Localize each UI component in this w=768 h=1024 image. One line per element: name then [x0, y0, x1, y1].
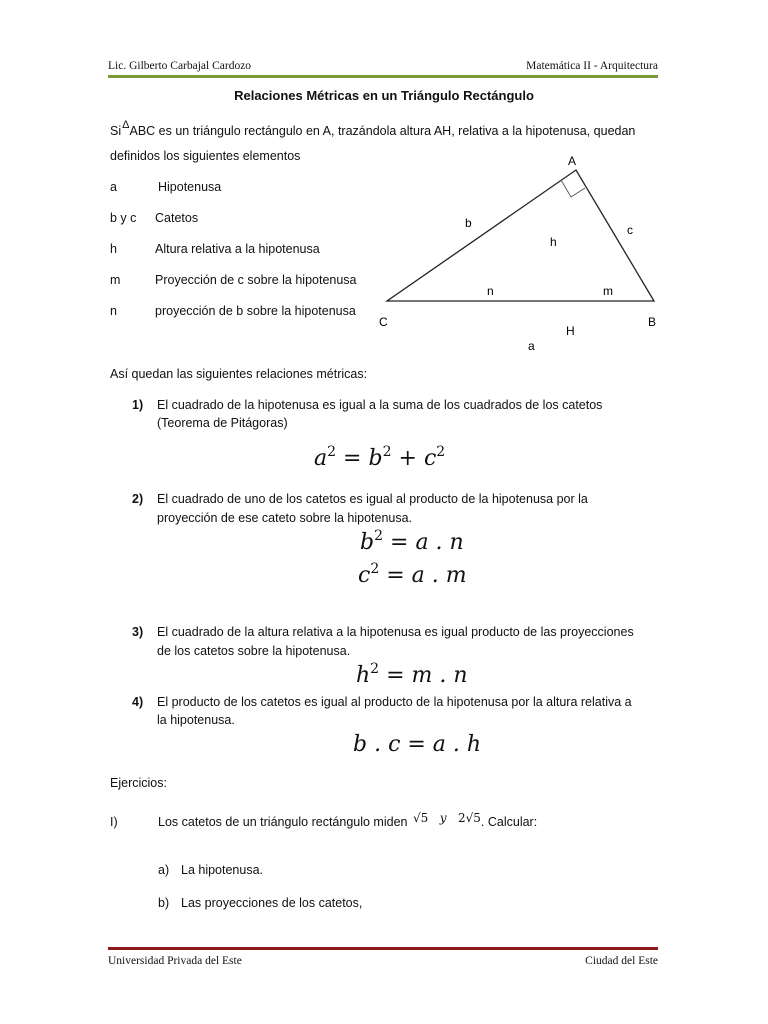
exercise-statement: Los catetos de un triángulo rectángulo miden	[158, 815, 408, 829]
label-side-c: c	[627, 223, 633, 237]
relation-text: proyección de ese cateto sobre la hipotenusa.	[157, 511, 413, 525]
relation-text: la hipotenusa.	[157, 713, 235, 727]
formula-producto: b . c = a . h	[353, 732, 482, 757]
exercise-text	[158, 811, 538, 829]
label-height-h: h	[550, 235, 557, 249]
exercise-item-label: a)	[158, 863, 170, 877]
label-side-a: a	[528, 339, 535, 353]
formula-exp: 2	[382, 444, 392, 460]
formula-op: =	[343, 446, 362, 471]
formula-rhs: = a . m	[386, 563, 467, 588]
formula-exp: 2	[327, 444, 337, 460]
root-five: √5	[412, 811, 429, 825]
element-sym: m	[110, 273, 121, 287]
exercise-item-text: Las proyecciones de los catetos,	[181, 896, 363, 910]
right-angle-mark	[561, 180, 585, 197]
element-sym: a	[110, 180, 117, 194]
relation-text: El producto de los catetos es igual al producto de la hipotenusa por la altura relativa a	[157, 695, 632, 709]
intro-line-1	[110, 119, 636, 138]
formula-exp: 2	[370, 661, 380, 677]
element-desc: proyección de b sobre la hipotenusa	[155, 304, 356, 318]
element-sym: h	[110, 242, 117, 256]
relation-text: El cuadrado de la altura relativa a la hipotenusa es igual producto de las proyecciones	[157, 625, 634, 639]
exercise-item-label: b)	[158, 896, 170, 910]
label-vertex-a: A	[568, 154, 577, 168]
delta-symbol: Δ	[122, 119, 130, 131]
triangle-diagram	[370, 150, 670, 360]
element-desc: Hipotenusa	[158, 180, 222, 194]
label-vertex-c: C	[379, 315, 388, 329]
relation-number: 2)	[132, 492, 144, 506]
formula-op: +	[398, 446, 417, 471]
formula-var: b	[368, 446, 383, 471]
formula-var: a	[314, 446, 328, 471]
intro-line-1-rest: ABC es un triángulo rectángulo en A, trazándola altura AH, relativa a la hipotenusa, quedan	[129, 124, 636, 138]
formula-exp: 2	[436, 444, 446, 460]
element-desc: Altura relativa a la hipotenusa	[155, 242, 320, 256]
intro-si: Si	[110, 124, 122, 138]
formula-rhs: = m . n	[386, 663, 468, 688]
element-sym: n	[110, 304, 117, 318]
element-desc: Catetos	[155, 211, 199, 225]
formula-rhs: = a . n	[390, 530, 464, 555]
relations-intro: Así quedan las siguientes relaciones métricas:	[110, 367, 368, 381]
footer-right: Ciudad del Este	[585, 955, 658, 967]
element-sym: b y c	[110, 211, 137, 225]
element-desc: Proyección de c sobre la hipotenusa	[155, 273, 357, 287]
relation-text: El cuadrado de la hipotenusa es igual a la suma de los cuadrados de los catetos	[157, 398, 603, 412]
label-segment-n: n	[487, 284, 494, 298]
label-point-h: H	[566, 324, 575, 338]
exercises-title: Ejercicios:	[110, 776, 167, 790]
triangle-shape	[387, 170, 654, 301]
header-rule	[108, 75, 658, 78]
relation-text: (Teorema de Pitágoras)	[157, 416, 288, 430]
exercise-number: I)	[110, 815, 118, 829]
exercise-calcular: . Calcular:	[480, 815, 538, 829]
relation-text: El cuadrado de uno de los catetos es igual al producto de la hipotenusa por la	[157, 492, 588, 506]
relation-number: 1)	[132, 398, 144, 412]
label-segment-m: m	[603, 284, 613, 298]
relation-number: 4)	[132, 695, 144, 709]
formula-var: c	[423, 446, 437, 471]
and-word: y	[439, 811, 447, 825]
page-title: Relaciones Métricas en un Triángulo Rectángulo	[234, 88, 534, 103]
two-root-five: 2√5	[458, 811, 481, 825]
label-vertex-b: B	[648, 315, 657, 329]
formula-cateto-b	[360, 530, 464, 555]
relation-text: de los catetos sobre la hipotenusa.	[157, 644, 351, 658]
formula-exp: 2	[370, 561, 380, 577]
formula-pythagoras	[314, 446, 445, 471]
formula-var: h	[356, 663, 371, 688]
header-course: Matemática II - Arquitectura	[526, 60, 658, 72]
label-side-b: b	[465, 216, 472, 230]
footer-left: Universidad Privada del Este	[108, 955, 242, 967]
exercise-item-text: La hipotenusa.	[181, 863, 264, 877]
formula-var: c	[358, 563, 371, 588]
intro-line-2: definidos los siguientes elementos	[110, 149, 301, 163]
footer-rule	[108, 947, 658, 950]
formula-altura	[356, 663, 468, 688]
header-author: Lic. Gilberto Carbajal Cardozo	[108, 60, 252, 72]
relation-number: 3)	[132, 625, 144, 639]
formula-var: b	[360, 530, 375, 555]
formula-exp: 2	[374, 528, 384, 544]
formula-cateto-c	[358, 563, 467, 588]
